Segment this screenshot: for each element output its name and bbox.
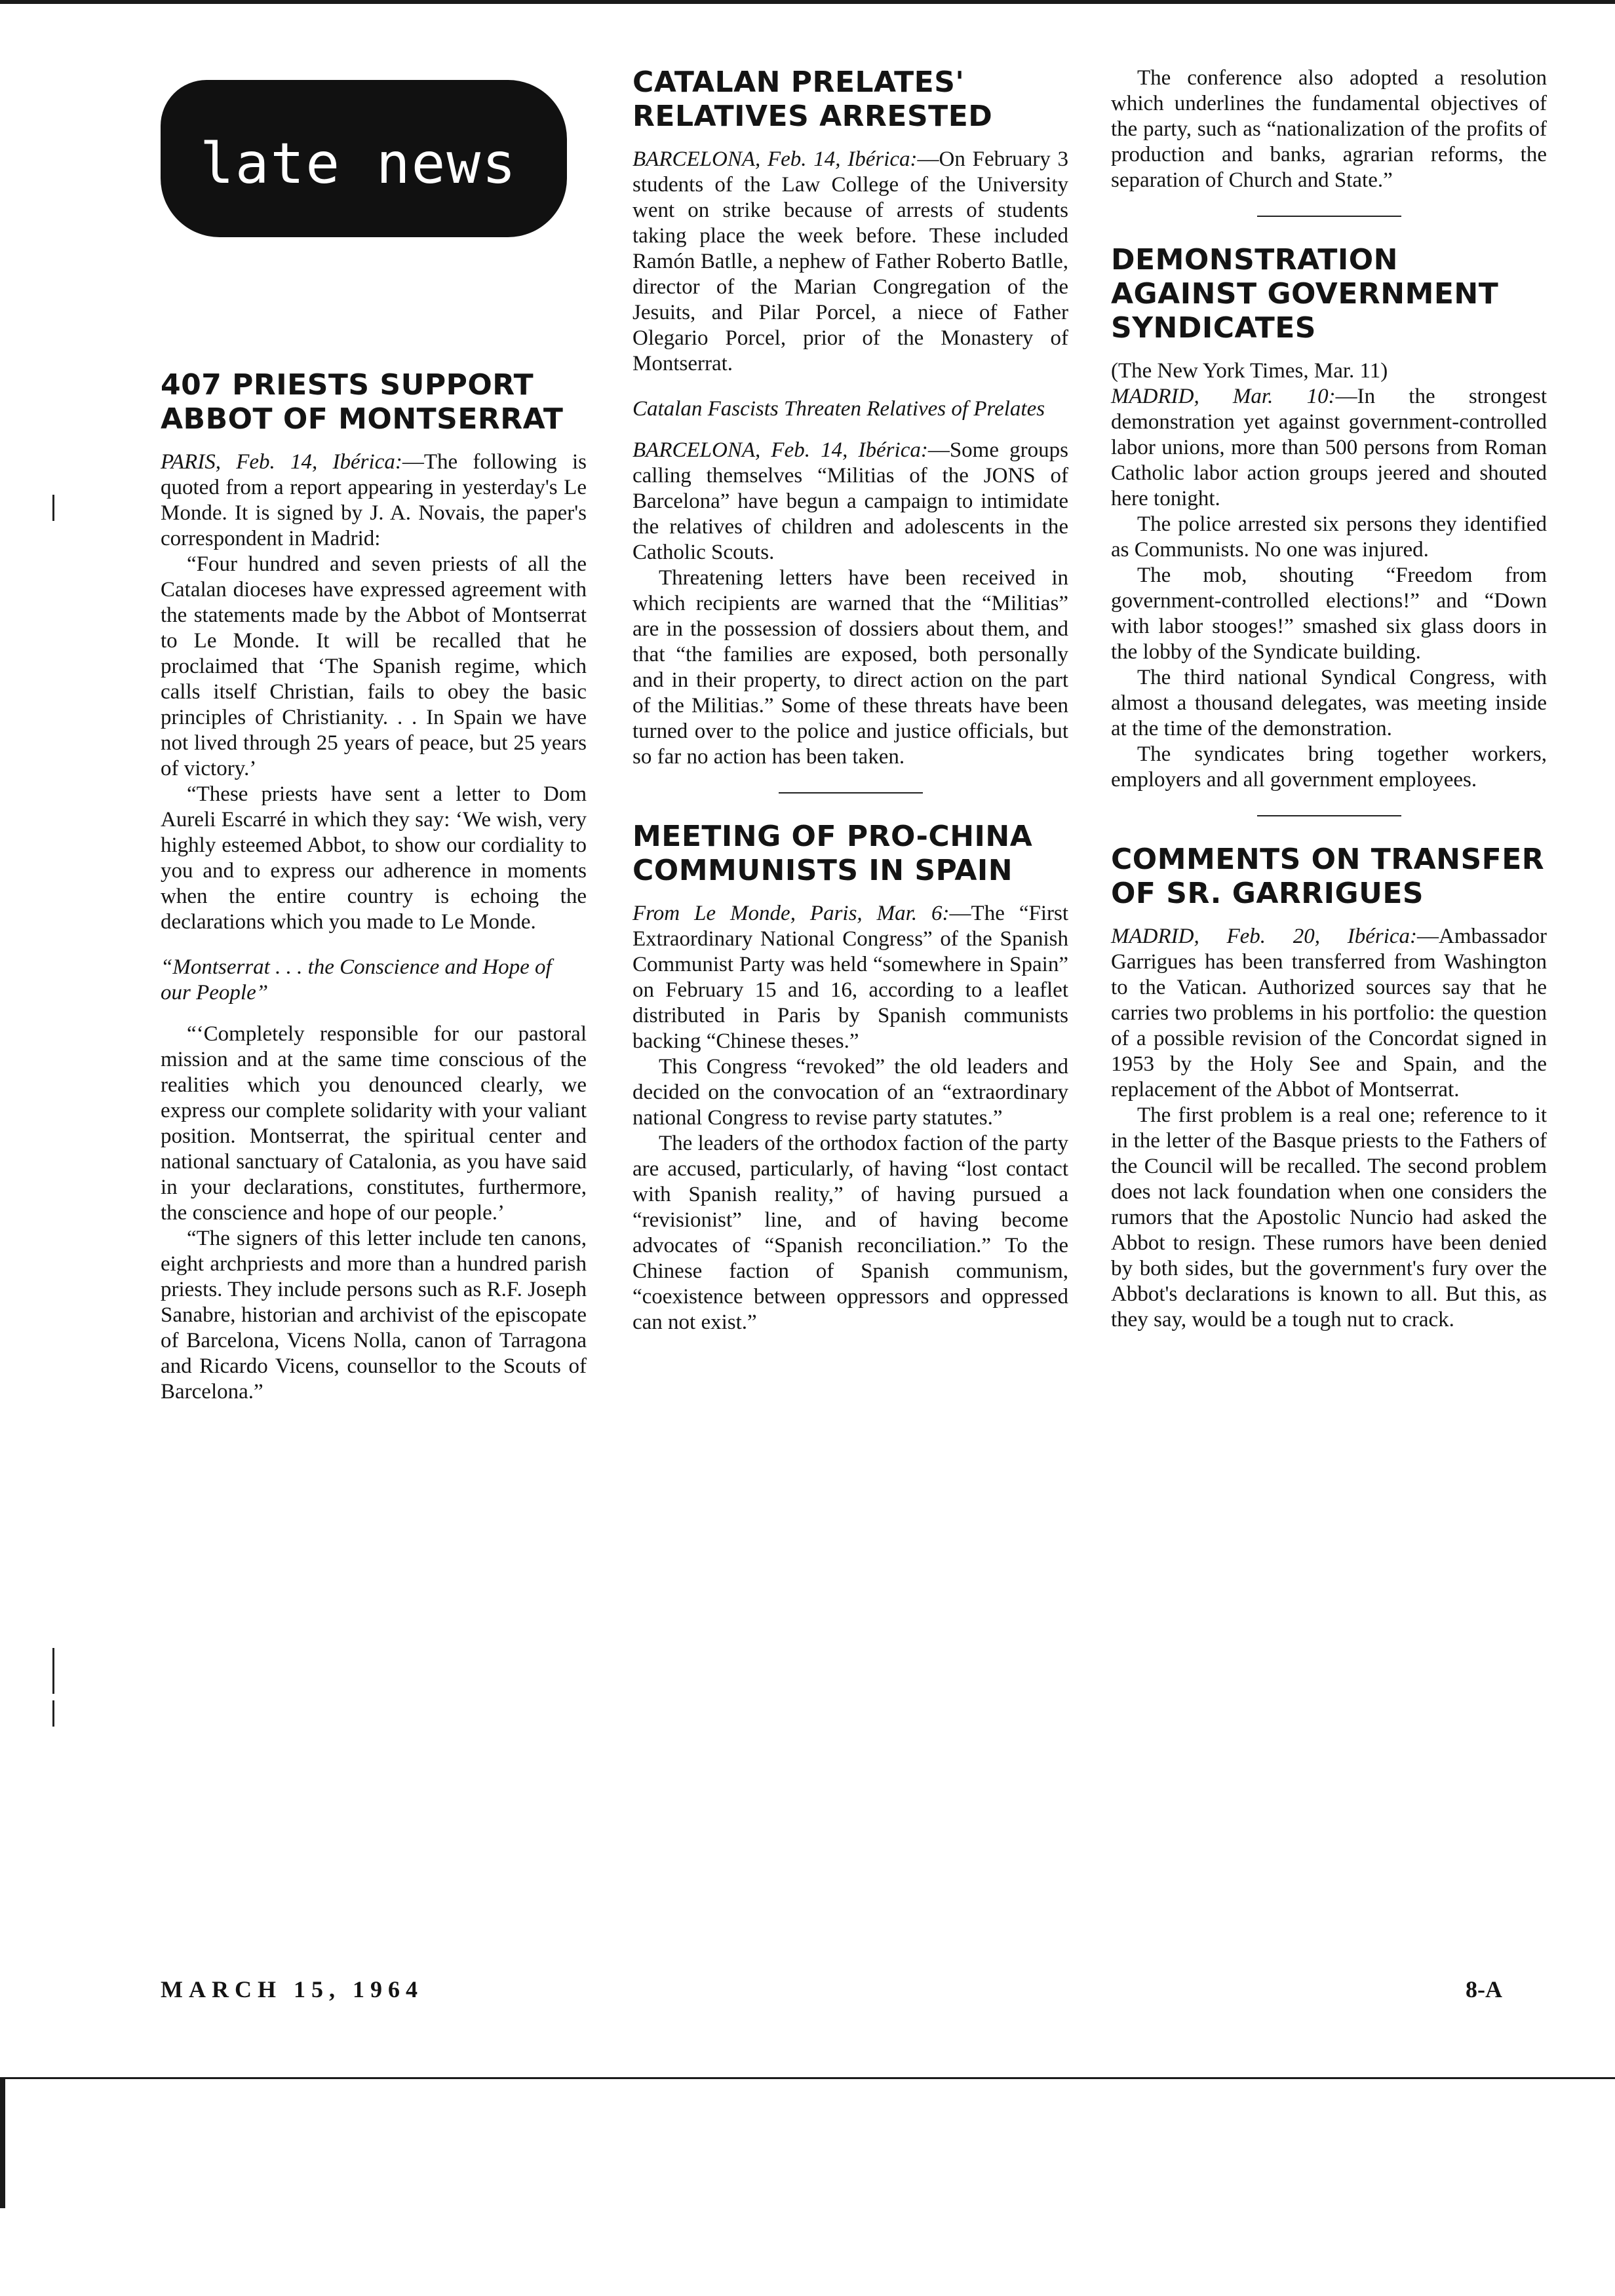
late-news-label: late news (200, 131, 517, 197)
dateline: BARCELONA, Feb. 14, Ibérica: (632, 438, 928, 462)
paragraph-text: —In the strongest demonstration yet against government-controlled labor unions, more than 500 persons from Roman Catholic labor action groups jeered and shouted here tonight. (1111, 385, 1547, 510)
article-heading-garrigues: COMMENTS ON TRANSFER OF SR. GARRIGUES (1111, 843, 1545, 910)
subheading-montserrat: “Montserrat . . . the Conscience and Hope of our People” (161, 955, 552, 1004)
article-paragraph: “These priests have sent a letter to Dom Aureli Escarré in which they say: ‘We wish, very highly esteemed Abbot, to show our cordiality to you and to express our adherence in moments when the entire country is echoing the declarations which you made to Le Monde. (161, 782, 587, 934)
article-paragraph: “The signers of this letter include ten canons, eight archpriests and more than a hundred parish priests. They include persons such as R.F. Joseph Sanabre, historian and archivist of the episcopate of Barcelona, Vicens Nolla, canon of Tarragona and Ricardo Vicens, counsellor to the Scouts of Barcelona.” (161, 1227, 587, 1404)
article-paragraph: Threatening letters have been received in which recipients are warned that the “Militias” are in the possession of dossiers about them, and that “the families are exposed, both personally and in their property, to direct action on the part of the Militias.” Some of these threats have been turned over to the police and justice officials, but so far no action has been taken. (632, 566, 1068, 769)
article-heading-demonstration: DEMONSTRATION AGAINST GOVERNMENT SYNDICATES (1111, 243, 1499, 345)
article-paragraph: The first problem is a real one; reference to it in the letter of the Basque priests to the Fathers of the Council will be recalled. The second problem does not lack foundation when one considers the rumors that the Apostolic Nuncio had asked the Abbot to resign. These rumors have been denied by both sides, but the government's fury over the Abbot's declarations is known to all. But this, as they say, would be a tough nut to crack. (1111, 1103, 1547, 1331)
footer-date: MARCH 15, 1964 (161, 1976, 423, 2002)
article-heading-prelates: CATALAN PRELATES' RELATIVES ARRESTED (632, 66, 993, 133)
article-paragraph (1111, 384, 1547, 512)
paragraph-text: —The “First Extraordinary National Congress” of the Spanish Communist Party was held “somewhere in Spain” on February 15 and 16, according to a leaflet distributed in Paris by Spanish communists backing “Chinese theses.” (632, 902, 1068, 1053)
page-number: 8-A (1466, 1976, 1502, 2002)
article-paragraph: The police arrested six persons they identified as Communists. No one was injured. (1111, 512, 1547, 562)
dateline: PARIS, Feb. 14, Ibérica: (161, 450, 402, 474)
margin-mark (52, 495, 54, 521)
article-paragraph: The mob, shouting “Freedom from government-controlled elections!” and “Down with labor stooges!” smashed six glass doors in the lobby of the Syndicate building. (1111, 564, 1547, 664)
top-rule (0, 0, 1615, 4)
article-paragraph (1111, 924, 1547, 1103)
dateline: BARCELONA, Feb. 14, Ibérica: (632, 147, 918, 171)
article-paragraph: The third national Syndical Congress, with almost a thousand delegates, was meeting inside at the time of the demonstration. (1111, 666, 1547, 740)
article-paragraph: “‘Completely responsible for our pastoral mission and at the same time conscious of the realities which you denounced clearly, we express our complete solidarity with your valiant position. Montserrat, the spiritual center and national sanctuary of Catalonia, as you have said in your declarations, constitutes, furthermore, the conscience and hope of our people.’ (161, 1022, 587, 1225)
column-1 (161, 66, 587, 1405)
late-news-badge (161, 80, 567, 237)
bottom-rule (0, 2077, 1615, 2079)
paragraph-text: —The following is quoted from a report appearing in yesterday's Le Monde. It is signed by J. A. Novais, the paper's correspondent in Madrid: (161, 450, 587, 550)
article-paragraph: The conference also adopted a resolution which underlines the fundamental objectives of the party, such as “nationalization of the profits of production and banks, agrarian reforms, the separation of Church and State.” (1111, 66, 1547, 192)
margin-mark (52, 1700, 54, 1727)
source-line: (The New York Times, Mar. 11) (1111, 359, 1388, 383)
article-heading-priests: 407 PRIESTS SUPPORT ABBOT OF MONTSERRAT (161, 368, 564, 436)
article-heading-pro-china: MEETING OF PRO-CHINA COMMUNISTS IN SPAIN (632, 820, 1033, 887)
dateline: MADRID, Mar. 10: (1111, 385, 1336, 408)
article-paragraph (161, 450, 587, 552)
paragraph-text: —Some groups calling themselves “Militias of the JONS of Barcelona” have begun a campaign to intimidate the relatives of children and adolescents in the Catholic Scouts. (632, 438, 1068, 564)
article-paragraph (632, 438, 1068, 565)
paragraph-text: —On February 3 students of the Law College of the University went on strike because of arrests of students taking place the week before. These included Ramón Batlle, a nephew of Father Roberto Batlle, director of the Marian Congregation of the Jesuits, and Pilar Porcel, a niece of Father Olegario Porcel, prior of the Monastery of Montserrat. (632, 147, 1068, 375)
article-paragraph: This Congress “revoked” the old leaders and decided on the convocation of an “extraordinary national Congress to revise party statutes.” (632, 1055, 1068, 1130)
margin-mark (52, 1648, 54, 1694)
column-3 (1111, 66, 1547, 1333)
section-divider (1257, 815, 1401, 816)
source-line: From Le Monde, Paris, Mar. 6: (632, 902, 950, 925)
article-paragraph (632, 147, 1068, 377)
section-divider (779, 792, 923, 794)
article-paragraph: The syndicates bring together workers, employers and all government employees. (1111, 742, 1547, 792)
column-2 (632, 66, 1068, 1335)
article-paragraph: “Four hundred and seven priests of all the Catalan dioceses have expressed agreement with the statements made by the Abbot of Montserrat to Le Monde. It will be recalled that he proclaimed that ‘The Spanish regime, which calls itself Christian, fails to obey the basic principles of Christianity. . . In Spain we have not lived through 25 years of peace, but 25 years of victory.’ (161, 552, 587, 780)
article-paragraph: The leaders of the orthodox faction of the party are accused, particularly, of having “lost contact with Spanish reality,” of having pursued a “revisionist” line, and of having become advocates of “Spanish reconciliation.” To the Chinese faction of Spanish communism, “coexistence between oppressors and oppressed can not exist.” (632, 1132, 1068, 1334)
subheading-fascists: Catalan Fascists Threaten Relatives of Prelates (632, 397, 1045, 421)
article-paragraph (632, 901, 1068, 1054)
dateline: MADRID, Feb. 20, Ibérica: (1111, 925, 1418, 948)
section-divider (1257, 216, 1401, 217)
left-edge-rule (0, 2077, 5, 2208)
paragraph-text: —Ambassador Garrigues has been transferred from Washington to the Vatican. Authorized sources say that he carries two problems in his portfolio: the question of a possible revision of the Concordat signed in 1953 by the Holy See and Spain, and the replacement of the Abbot of Montserrat. (1111, 925, 1547, 1101)
